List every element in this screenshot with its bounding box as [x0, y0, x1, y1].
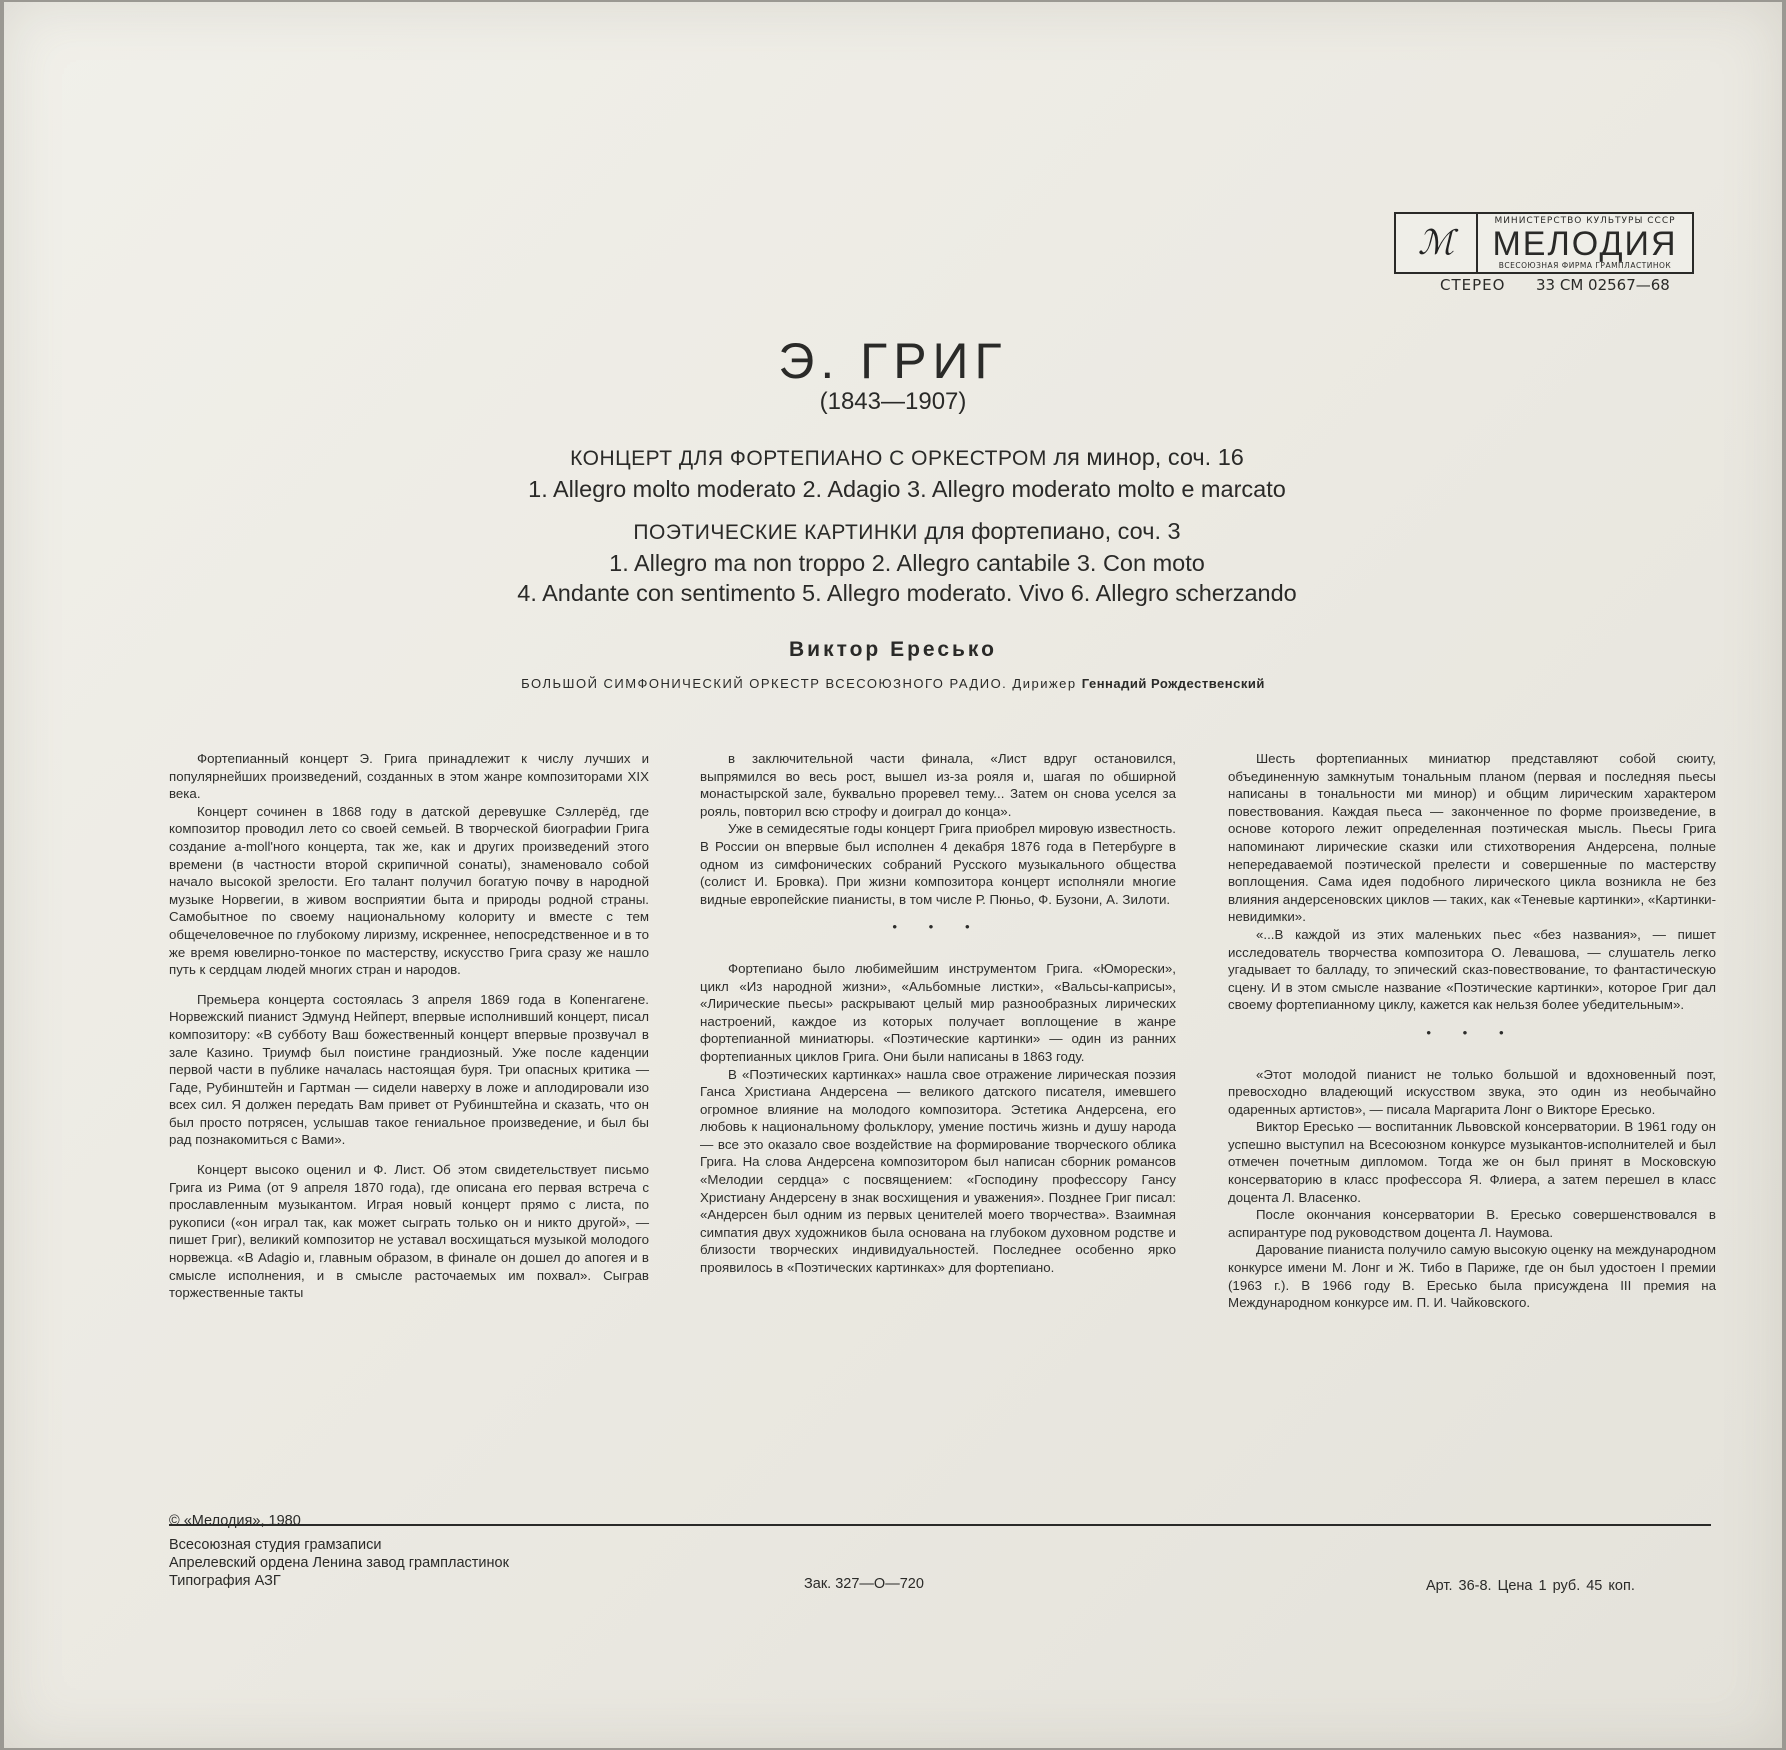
- concerto-movements: 1. Allegro molto moderato 2. Adagio 3. Allegro moderato molto e marcato: [528, 476, 1286, 502]
- concerto-key: ля минор, соч. 16: [1053, 444, 1244, 470]
- divider: [169, 1524, 1711, 1526]
- paragraph: После окончания консерватории В. Ересько совершенствовался в аспирантуре под руководством доцента Л. Наумова.: [1228, 1207, 1716, 1240]
- paragraph: Дарование пианиста получило самую высокую оценку на международном конкурсе имени М. Лонг и Ж. Тибо в Париже, где он был удостоен I премии (1963 г.). В 1966 году В. Ересько была присуждена III премия на Международном конкурсе им. П. И. Чайковского.: [1228, 1242, 1716, 1311]
- paragraph: В «Поэтических картинках» нашла свое отражение лирическая поэзия Ганса Христиана Андерсена — великого датского писателя, имевшего огромное влияние на молодого композитора. Эстетика Андерсена, его любовь к национальному фольклору, умение постичь жизнь и душу народа — все это оказало свое воздействие на формирование творческого облика Грига. На слова Андерсена композитором был написан сборник романсов «Мелодии сердца» с посвящением: «Господину профессору Гансу Христиану Андерсену в знак восхищения и уважения». Позднее Григ писал: «Андерсен был одним из первых ценителей моего творчества». Взаимная симпатия двух художников была основана на глубоком духовном родстве и близости творческих индивидуальностей. Последнее особенно ярко проявилось в «Поэтических картинках» для фортепиано.: [700, 1066, 1176, 1276]
- orchestra-line: [4, 676, 1782, 691]
- soloist-name: Виктор Ересько: [789, 638, 997, 661]
- record-sleeve-back: [4, 2, 1782, 1748]
- text-column-1: [169, 750, 649, 1302]
- logo-text: [1478, 214, 1692, 272]
- composer-years: (1843—1907): [819, 388, 967, 415]
- pictures-subtitle: для фортепиано, соч. 3: [924, 518, 1181, 544]
- concerto-heading: [384, 442, 1430, 474]
- pictures-movements-2: 4. Andante con sentimento 5. Allegro moderato. Vivo 6. Allegro scherzando: [517, 580, 1297, 606]
- melodiya-mark-icon: ℳ: [1396, 214, 1478, 272]
- format-label: СТЕРЕО: [1440, 276, 1506, 294]
- copyright: © «Мелодия», 1980: [169, 1513, 301, 1529]
- logo-firm: ВСЕСОЮЗНАЯ ФИРМА ГРАМПЛАСТИНОК: [1498, 261, 1672, 270]
- section-separator: • • •: [1426, 1024, 1518, 1040]
- concerto-title: КОНЦЕРТ ДЛЯ ФОРТЕПИАНО С ОРКЕСТРОМ: [570, 447, 1047, 470]
- catalog-number: 33 СМ 02567—68: [1536, 276, 1670, 294]
- paragraph: Премьера концерта состоялась 3 апреля 1869 года в Копенгагене. Норвежский пианист Эдмунд Нейперт, впервые исполнивший концерт, писал композитору: «В субботу Ваш божественный концерт впервые прозвучал в зале Казино. Триумф был поистине грандиозный. Уже после каденции первой части в публике началась настоящая буря. Три опасных критика — Гаде, Рубинштейн и Гартман — сидели наверху в ложе и аплодировали изо всех сил. Я должен передать Вам привет от Рубинштейна и сказать, что он был просто потрясен, услышав такое гениальное произведение, и был бы рад познакомиться с Вами».: [169, 991, 649, 1148]
- paragraph: Шесть фортепианных миниатюр представляют собой сюиту, объединенную замкнутым тональным планом (первая и последняя пьесы написаны в тональности ми минор) и общим лирическим характером повествования. Каждая пьеса — законченное по форме произведение, в основе которого лежит определенная поэтическая мысль. Пьесы Грига напоминают лирические сказки или стихотворения Андерсена, полные непередаваемой поэтической прелести и совершенные по мастерству воплощения. Сама идея подобного лирического цикла возникла не без влияния андерсеновских циклов — таких, как «Теневые картинки», «Картинки-невидимки».: [1228, 751, 1717, 925]
- paragraph: «...В каждой из этих маленьких пьес «без названия», — пишет исследователь творчества композитора О. Левашова, — слушатель легко угадывает то балладу, то эпический сказ-повествование, то фантастическую сцену. И в этом смысле название «Поэтические картинки», которое Григ дал своему фортепианному циклу, кажется как нельзя более убедительным».: [1228, 926, 1716, 1013]
- composer-name: Э. ГРИГ: [778, 333, 1008, 389]
- orchestra-name: БОЛЬШОЙ СИМФОНИЧЕСКИЙ ОРКЕСТР ВСЕСОЮЗНОГО РАДИО. Дирижер: [521, 676, 1077, 691]
- paragraph: Виктор Ересько — воспитанник Львовской консерватории. В 1961 году он успешно выступил на Всесоюзном конкурсе музыкантов-исполнителей и был отмечен почетным дипломом. Тогда же он был принят в Московскую консерваторию в класс профессора Я. Флиера, а затем перешел в класс доцента Л. Власенко.: [1228, 1119, 1716, 1205]
- plant: Апрелевский ордена Ленина завод грампластинок: [169, 1555, 509, 1571]
- pictures-title: ПОЭТИЧЕСКИЕ КАРТИНКИ: [633, 521, 918, 544]
- paragraph: Уже в семидесятые годы концерт Грига приобрел мировую известность. В России он впервые был исполнен 4 декабря 1876 года в Петербурге в одном из симфонических собраний Русского музыкального общества (солист И. Бровка). При жизни композитора концерт исполняли многие видные европейские пианисты, в том числе Р. Пюньо, Ф. Бузони, А. Зилоти.: [700, 821, 1176, 907]
- studio: Всесоюзная студия грамзаписи: [169, 1537, 382, 1553]
- paragraph: Концерт высоко оценил и Ф. Лист. Об этом свидетельствует письмо Грига из Рима (от 9 апреля 1870 года), где описана его первая встреча с прославленным музыкантом. Играя новый концерт прямо с листа, по рукописи («он играл так, как может сыграть только он и никто другой», — пишет Григ), великий композитор не уставал восхищаться музыкой молодого норвежца. «В Adagio и, главным образом, в финале он дошел до апогея и в смысле исполнения, и в смысле расточаемых им похвал». Сыграв торжественные такты: [169, 1162, 649, 1301]
- melodiya-logo: [1394, 212, 1694, 274]
- works-list: [384, 442, 1430, 608]
- logo-ministry: МИНИСТЕРСТВО КУЛЬТУРЫ СССР: [1494, 216, 1676, 226]
- paragraph: в заключительной части финала, «Лист вдруг остановился, выпрямился во весь рост, вышел из-за рояля и, шагая по обширной монастырской зале, буквально проревел тему... Затем он снова уселся за рояль, повторил всю строфу и доиграл до конца».: [700, 751, 1176, 819]
- section-separator: • • •: [892, 919, 984, 935]
- text-column-3: [1228, 750, 1716, 1312]
- printing-house: Типография АЗГ: [169, 1573, 281, 1589]
- logo-name: МЕЛОДИЯ: [1492, 225, 1678, 263]
- conductor-name: Геннадий Рождественский: [1081, 676, 1265, 691]
- paragraph: «Этот молодой пианист не только большой и вдохновенный поэт, превосходно владеющий искусством звука, это один из необычайно одаренных артистов», — писала Маргарита Лонг о Викторе Ересько.: [1228, 1066, 1716, 1117]
- paragraph: Фортепианный концерт Э. Грига принадлежит к числу лучших и популярнейших произведений, созданных в этом жанре композиторами XIX века.: [169, 751, 649, 802]
- paragraph: Концерт сочинен в 1868 году в датской деревушке Сэллерёд, где композитор проводил лето со своей семьей. В творческой биографии Грига создание a-moll'ного концерта, так же, как и других произведений этого времени (в частности второй скрипичной сонаты), знаменовало собой начало высокой зрелости. Его талант получил богатую почву в народной музыке Норвегии, в живом восприятии быта и природы родной страны. Самобытное по своему национальному колориту и вместе с тем общечеловечное по глубокому лиризму, искреннее, непосредственное и в то же время ювелирно-тонкое по мастерству, искусство Грига сразу же нашло путь к сердцам людей многих стран и народов.: [169, 803, 649, 978]
- pictures-heading: [384, 516, 1430, 548]
- pictures-movements-1: 1. Allegro ma non troppo 2. Allegro cantabile 3. Con moto: [609, 550, 1205, 576]
- paragraph: Фортепиано было любимейшим инструментом Грига. «Юморески», цикл «Из народной жизни», «Альбомные листки», «Вальсы-каприсы», «Лирические пьесы» раскрывают целый мир разнообразных лирических настроений, каждое из которых получает воплощение в жанре фортепианной миниатюры. «Поэтические картинки» — один из ранних фортепианных циклов Грига. Они были написаны в 1863 году.: [700, 960, 1176, 1064]
- text-column-2: [700, 750, 1176, 1277]
- price-label: Арт. 36-8. Цена 1 руб. 45 коп.: [1426, 1578, 1635, 1594]
- order-number: Зак. 327—О—720: [804, 1576, 924, 1592]
